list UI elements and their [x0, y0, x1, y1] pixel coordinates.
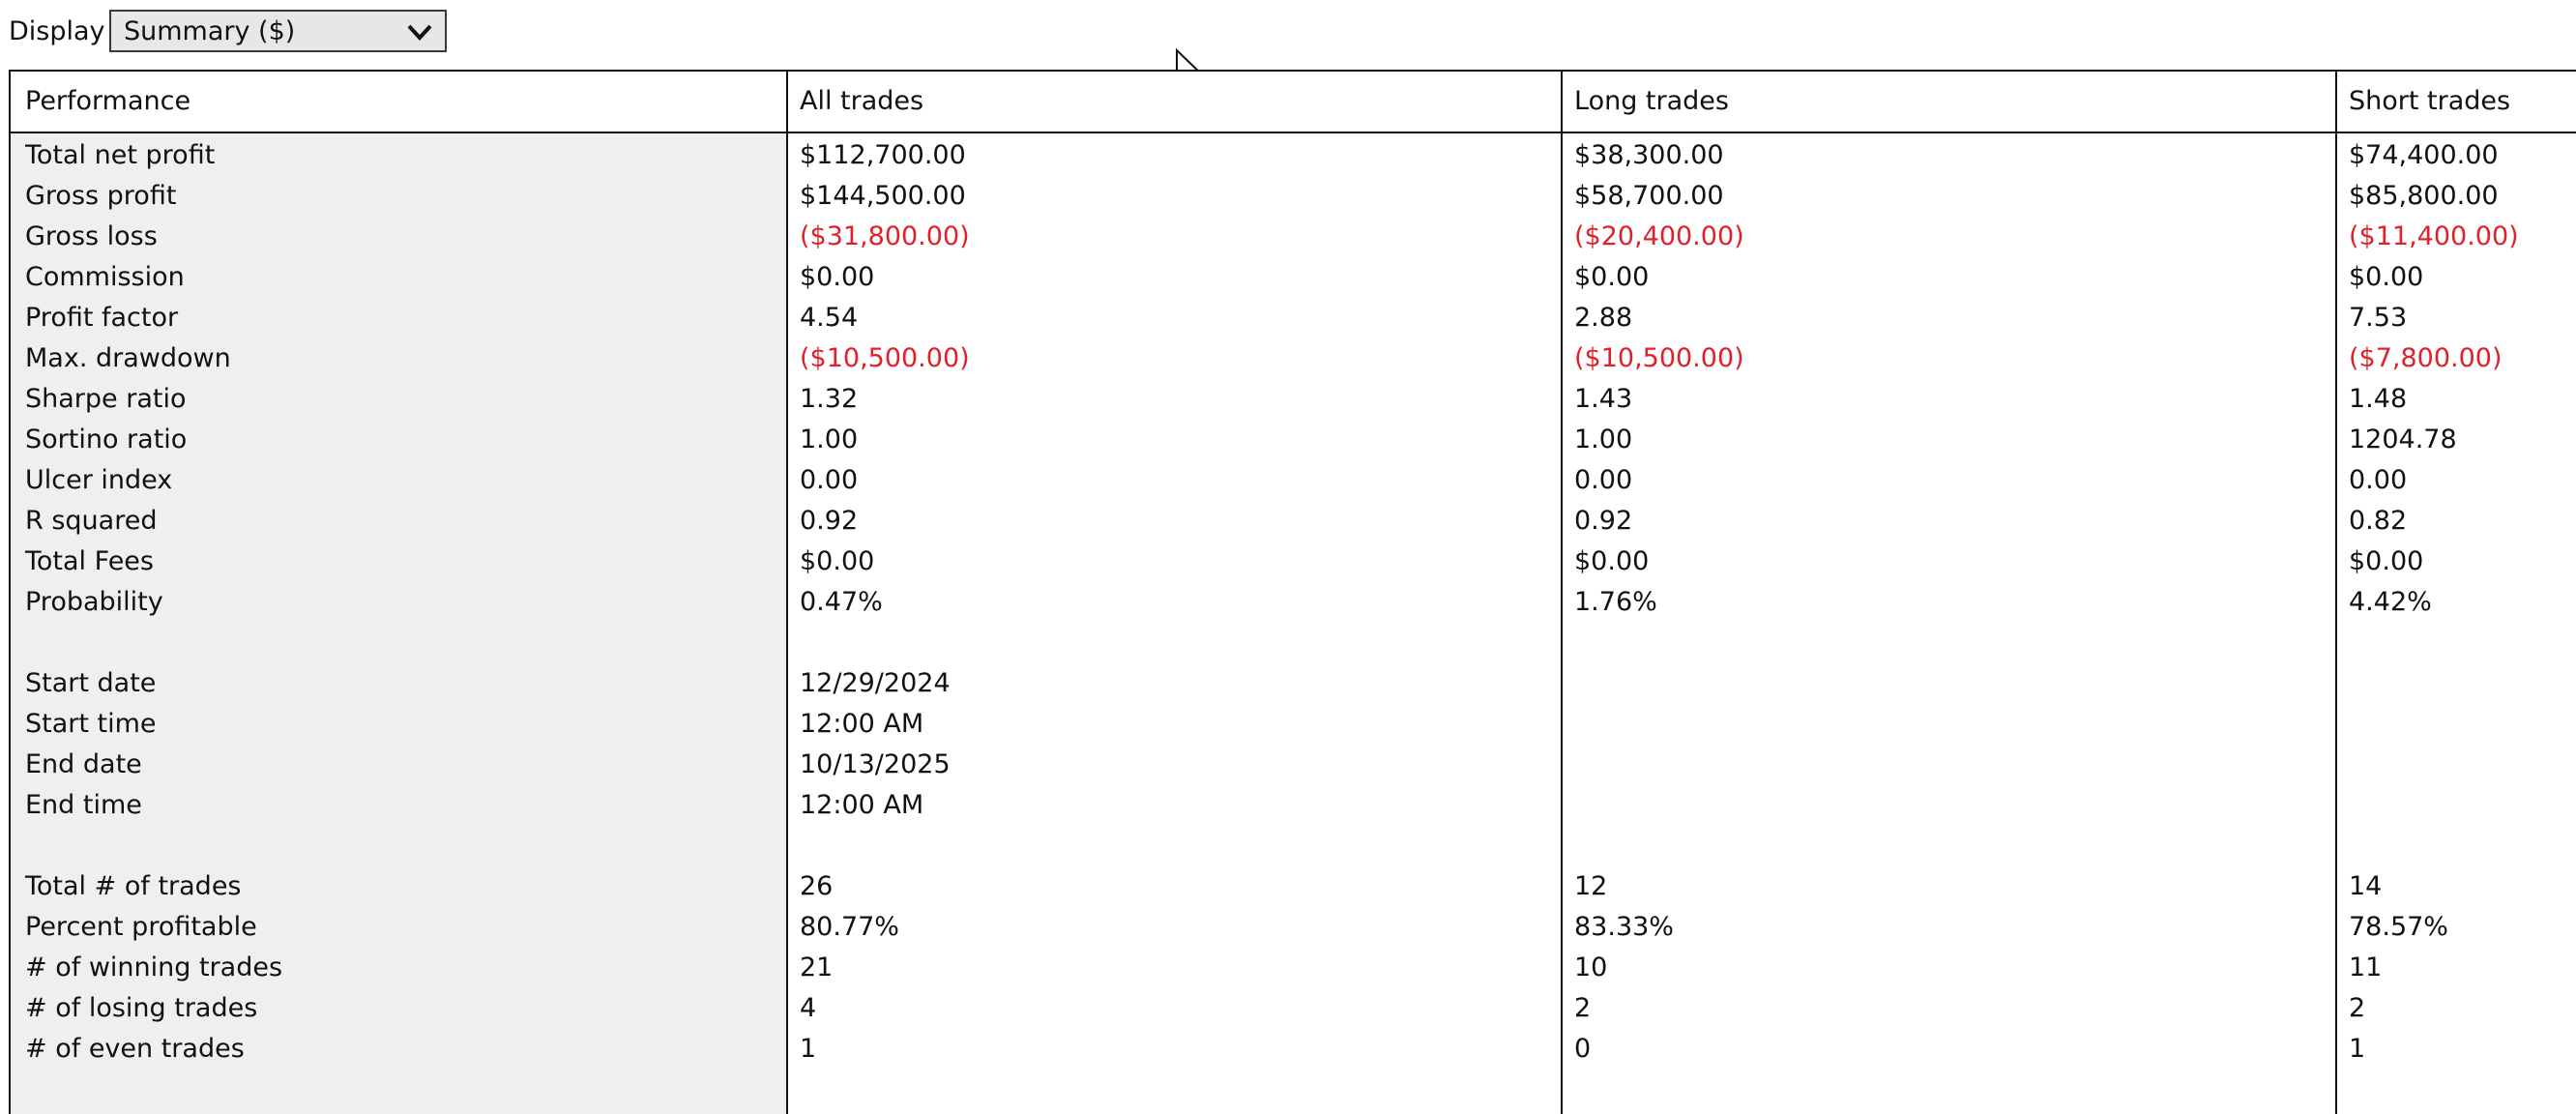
- all-trades-value: 0.00: [800, 465, 859, 495]
- long-trades-value: 2: [1574, 993, 1592, 1023]
- short-trades-value: ($7,800.00): [2349, 343, 2503, 373]
- all-trades-value: $0.00: [800, 546, 875, 576]
- row-label: End date: [25, 749, 142, 779]
- row-label: Start date: [25, 668, 157, 698]
- row-label: # of winning trades: [25, 953, 283, 982]
- long-trades-value: 1.43: [1574, 384, 1633, 414]
- table-row[interactable]: [11, 298, 2576, 338]
- long-trades-value: 2.88: [1574, 303, 1633, 333]
- all-trades-value: 4: [800, 993, 817, 1023]
- display-select[interactable]: [109, 10, 447, 52]
- table-row[interactable]: [11, 826, 2576, 866]
- all-trades-value: 0.92: [800, 506, 859, 536]
- row-label: Probability: [25, 587, 163, 617]
- long-trades-value: 12: [1574, 871, 1608, 901]
- column-header-short-trades[interactable]: Short trades: [2349, 86, 2511, 116]
- long-trades-value: $58,700.00: [1574, 181, 1724, 211]
- long-trades-value: $0.00: [1574, 262, 1650, 292]
- display-label: Display: [9, 16, 105, 46]
- short-trades-value: 2: [2349, 993, 2366, 1023]
- table-row[interactable]: [11, 135, 2576, 176]
- all-trades-value: 1: [800, 1034, 817, 1064]
- header-divider: [11, 132, 2576, 133]
- all-trades-value: $0.00: [800, 262, 875, 292]
- chevron-down-icon: [406, 21, 433, 43]
- long-trades-value: 1.76%: [1574, 587, 1657, 617]
- row-label: Total Fees: [25, 546, 154, 576]
- all-trades-value: 12:00 AM: [800, 709, 924, 739]
- row-label: # of even trades: [25, 1034, 245, 1064]
- short-trades-value: 78.57%: [2349, 912, 2448, 942]
- table-row[interactable]: [11, 379, 2576, 420]
- all-trades-value: 26: [800, 871, 834, 901]
- long-trades-value: ($10,500.00): [1574, 343, 1744, 373]
- column-header-long-trades[interactable]: Long trades: [1574, 86, 1729, 116]
- table-row[interactable]: [11, 745, 2576, 785]
- table-row[interactable]: [11, 907, 2576, 948]
- long-trades-value: 0.00: [1574, 465, 1633, 495]
- all-trades-value: 4.54: [800, 303, 859, 333]
- table-row[interactable]: [11, 257, 2576, 298]
- row-label: Total # of trades: [25, 871, 242, 901]
- row-label: # of losing trades: [25, 993, 258, 1023]
- table-row[interactable]: [11, 704, 2576, 745]
- row-label: Sortino ratio: [25, 425, 188, 454]
- row-label: Max. drawdown: [25, 343, 231, 373]
- table-row[interactable]: [11, 582, 2576, 623]
- display-select-value: Summary ($): [124, 16, 296, 46]
- short-trades-value: $74,400.00: [2349, 140, 2499, 170]
- table-header-row: [11, 72, 2576, 132]
- all-trades-value: $112,700.00: [800, 140, 966, 170]
- row-label: Profit factor: [25, 303, 179, 333]
- short-trades-value: $85,800.00: [2349, 181, 2499, 211]
- row-label: Commission: [25, 262, 185, 292]
- short-trades-value: 0.82: [2349, 506, 2408, 536]
- short-trades-value: 14: [2349, 871, 2383, 901]
- table-row[interactable]: [11, 338, 2576, 379]
- short-trades-value: $0.00: [2349, 262, 2424, 292]
- long-trades-value: 10: [1574, 953, 1608, 982]
- short-trades-value: 7.53: [2349, 303, 2408, 333]
- long-trades-value: ($20,400.00): [1574, 221, 1744, 251]
- table-row[interactable]: [11, 948, 2576, 988]
- table-row[interactable]: [11, 176, 2576, 217]
- short-trades-value: $0.00: [2349, 546, 2424, 576]
- column-header-all-trades[interactable]: All trades: [800, 86, 924, 116]
- short-trades-value: 11: [2349, 953, 2383, 982]
- short-trades-value: 1: [2349, 1034, 2366, 1064]
- all-trades-value: ($10,500.00): [800, 343, 970, 373]
- table-row[interactable]: [11, 866, 2576, 907]
- short-trades-value: 0.00: [2349, 465, 2408, 495]
- row-label: Gross loss: [25, 221, 158, 251]
- table-row[interactable]: [11, 542, 2576, 582]
- performance-table: [9, 70, 2576, 1114]
- all-trades-value: 0.47%: [800, 587, 883, 617]
- row-label: End time: [25, 790, 142, 820]
- row-label: Gross profit: [25, 181, 177, 211]
- table-row[interactable]: [11, 1029, 2576, 1070]
- row-label: Sharpe ratio: [25, 384, 187, 414]
- long-trades-value: $0.00: [1574, 546, 1650, 576]
- long-trades-value: $38,300.00: [1574, 140, 1724, 170]
- row-label: R squared: [25, 506, 158, 536]
- table-row[interactable]: [11, 420, 2576, 460]
- row-label: Percent profitable: [25, 912, 257, 942]
- table-row[interactable]: [11, 217, 2576, 257]
- all-trades-value: 21: [800, 953, 834, 982]
- row-label: Start time: [25, 709, 157, 739]
- short-trades-value: ($11,400.00): [2349, 221, 2519, 251]
- long-trades-value: 0.92: [1574, 506, 1633, 536]
- column-header-performance[interactable]: Performance: [25, 86, 191, 116]
- all-trades-value: $144,500.00: [800, 181, 966, 211]
- all-trades-value: 80.77%: [800, 912, 899, 942]
- table-row[interactable]: [11, 663, 2576, 704]
- short-trades-value: 1.48: [2349, 384, 2408, 414]
- all-trades-value: ($31,800.00): [800, 221, 970, 251]
- all-trades-value: 1.00: [800, 425, 859, 454]
- short-trades-value: 4.42%: [2349, 587, 2432, 617]
- all-trades-value: 10/13/2025: [800, 749, 951, 779]
- long-trades-value: 0: [1574, 1034, 1592, 1064]
- table-row[interactable]: [11, 501, 2576, 542]
- all-trades-value: 12:00 AM: [800, 790, 924, 820]
- table-row[interactable]: [11, 623, 2576, 663]
- long-trades-value: 1.00: [1574, 425, 1633, 454]
- long-trades-value: 83.33%: [1574, 912, 1674, 942]
- row-label: Ulcer index: [25, 465, 173, 495]
- short-trades-value: 1204.78: [2349, 425, 2457, 454]
- all-trades-value: 1.32: [800, 384, 859, 414]
- table-row[interactable]: [11, 460, 2576, 501]
- table-row[interactable]: [11, 988, 2576, 1029]
- row-label: Total net profit: [25, 140, 216, 170]
- toolbar: [0, 0, 2576, 64]
- all-trades-value: 12/29/2024: [800, 668, 951, 698]
- table-row[interactable]: [11, 785, 2576, 826]
